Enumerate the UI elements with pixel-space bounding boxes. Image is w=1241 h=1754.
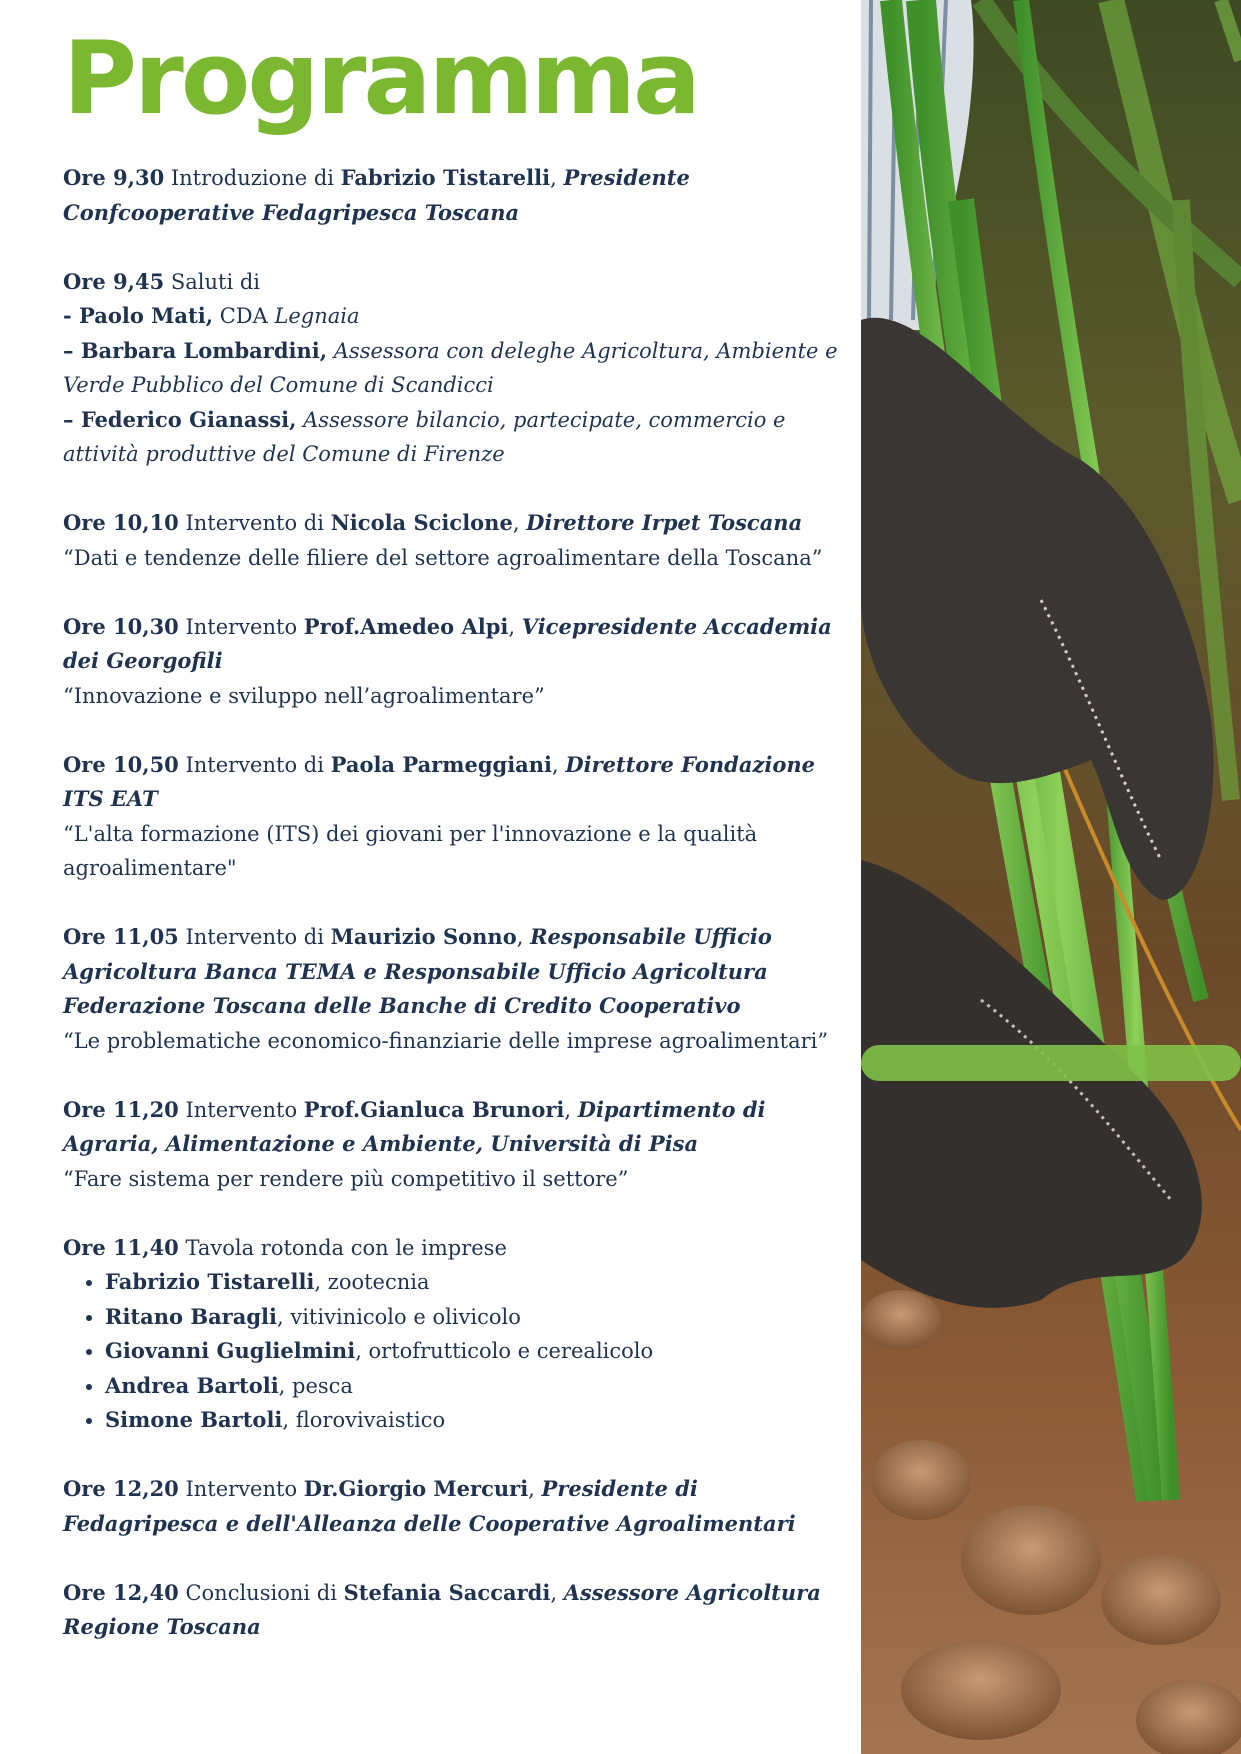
item-quote: “Innovazione e sviluppo nell’agroalimentare” [63, 683, 545, 708]
company-name: Ritano Baragli [105, 1303, 277, 1329]
greeting-role: Legnaia [274, 304, 360, 328]
item-action: Tavola rotonda con le imprese [178, 1235, 507, 1260]
company-name: Giovanni Guglielmini [105, 1338, 356, 1363]
item-speaker: Stefania Saccardi [343, 1579, 551, 1605]
item-action: Conclusioni di [178, 1580, 344, 1605]
list-item [105, 1265, 853, 1300]
item-role: Assessore Agricoltura Regione Toscana [63, 1579, 821, 1639]
item-speaker: Paola Parmeggiani [330, 751, 553, 777]
company-sector: , ortofrutticolo e cerealicolo [355, 1339, 654, 1363]
company-name: Andrea Bartoli [105, 1372, 279, 1398]
item-separator: , [550, 166, 564, 190]
item-action: Intervento di [178, 752, 331, 777]
item-separator: , [528, 1477, 542, 1501]
item-role: Presidente di Fedagripesca e dell'Alleanza delle Cooperative Agroalimentari [63, 1476, 796, 1536]
item-role: Vicepresidente Accademia dei Georgofili [63, 613, 832, 673]
program-item-1220 [63, 1472, 853, 1541]
list-item [105, 1300, 853, 1335]
greeting-name: Paolo Mati, [79, 303, 214, 328]
greeting-prefix: – [63, 337, 81, 363]
item-action: Intervento di [178, 925, 331, 949]
item-time: Ore 10,50 [63, 751, 179, 777]
item-time: Ore 12,20 [63, 1476, 179, 1501]
program-list [63, 161, 853, 1645]
item-time: Ore 11,40 [63, 1234, 179, 1260]
item-role: Direttore Fondazione ITS EAT [63, 751, 816, 811]
program-item-0930 [63, 161, 853, 230]
item-action: Intervento [178, 1097, 304, 1122]
greeting-name: Federico Gianassi, [80, 406, 297, 432]
item-time: Ore 10,30 [63, 613, 179, 639]
list-item [105, 1334, 853, 1369]
greeting-line [63, 299, 853, 334]
item-action: Intervento di [178, 511, 331, 535]
greeting-plain: CDA [213, 304, 275, 328]
item-role: Responsabile Ufficio Agricoltura Banca TEMA e Responsabile Ufficio Agricoltura Federazione Toscana delle Banche di Credito Cooperativo [63, 924, 772, 1018]
item-action: Saluti di [164, 269, 260, 294]
item-speaker: Fabrizio Tistarelli [340, 165, 551, 190]
photo-illustration [861, 0, 1241, 1754]
company-name: Simone Bartoli [105, 1407, 283, 1432]
company-name: Fabrizio Tistarelli [105, 1269, 315, 1294]
item-quote: “Le problematiche economico-finanziarie delle imprese agroalimentari” [63, 1028, 829, 1053]
company-sector: , pesca [278, 1373, 353, 1398]
company-sector: , vitivinicolo e olivicolo [277, 1304, 521, 1329]
list-item [105, 1403, 853, 1438]
item-role: Direttore Irpet Toscana [526, 510, 803, 535]
item-speaker: Nicola Sciclone [330, 510, 513, 535]
item-time: Ore 11,20 [63, 1096, 179, 1122]
greeting-role: Assessora con deleghe Agricoltura, Ambiente e Verde Pubblico del Comune di Scandicci [63, 338, 838, 397]
item-separator: , [564, 1097, 578, 1122]
program-item-1010 [63, 506, 853, 575]
item-separator: , [508, 614, 522, 639]
item-action: Intervento [178, 1477, 304, 1501]
item-time: Ore 11,05 [63, 924, 179, 949]
item-quote: “Fare sistema per rendere più competitivo il settore” [63, 1166, 629, 1191]
company-sector: , florovivaistico [282, 1408, 446, 1432]
page-title: Programma [63, 19, 699, 137]
item-separator: , [552, 752, 566, 777]
program-item-0945 [63, 265, 853, 472]
program-item-1105 [63, 920, 853, 1058]
item-time: Ore 12,40 [63, 1579, 179, 1605]
greeting-name: Barbara Lombardini, [80, 337, 328, 363]
program-item-1140 [63, 1231, 853, 1438]
greeting-plain [327, 339, 334, 363]
item-action: Introduzione di [164, 166, 341, 190]
company-sector: , zootecnia [314, 1270, 430, 1294]
item-time: Ore 9,45 [63, 268, 165, 294]
program-item-1050 [63, 748, 853, 886]
list-item [105, 1369, 853, 1404]
program-item-1120 [63, 1093, 853, 1197]
item-quote: “Dati e tendenze delle filiere del settore agroalimentare della Toscana” [63, 545, 823, 570]
roundtable-list [63, 1265, 853, 1438]
greeting-role: Assessore bilancio, partecipate, commercio e attività produttive del Comune di Firenze [63, 407, 786, 466]
item-separator: , [516, 925, 531, 949]
greeting-line [63, 334, 853, 403]
item-separator: , [512, 511, 527, 535]
item-action: Intervento [178, 614, 304, 639]
item-speaker: Prof.Gianluca Brunori [303, 1096, 565, 1122]
item-role: Dipartimento di Agraria, Alimentazione e Ambiente, Università di Pisa [63, 1096, 766, 1156]
item-speaker: Maurizio Sonno [330, 924, 517, 949]
item-speaker: Dr.Giorgio Mercuri [303, 1476, 529, 1501]
item-time: Ore 9,30 [63, 165, 165, 190]
item-time: Ore 10,10 [63, 510, 179, 535]
item-separator: , [550, 1580, 564, 1605]
program-item-1030 [63, 610, 853, 714]
onion-sprouts-photo [861, 0, 1241, 1754]
program-item-1240 [63, 1576, 853, 1645]
item-role: Presidente Confcooperative Fedagripesca Toscana [63, 165, 690, 225]
item-speaker: Prof.Amedeo Alpi [303, 613, 509, 639]
item-quote: “L'alta formazione (ITS) dei giovani per l'innovazione e la qualità agroalimentare" [63, 821, 758, 880]
greeting-line [63, 403, 853, 472]
greeting-prefix: – [63, 406, 81, 432]
greeting-prefix: - [63, 303, 80, 328]
